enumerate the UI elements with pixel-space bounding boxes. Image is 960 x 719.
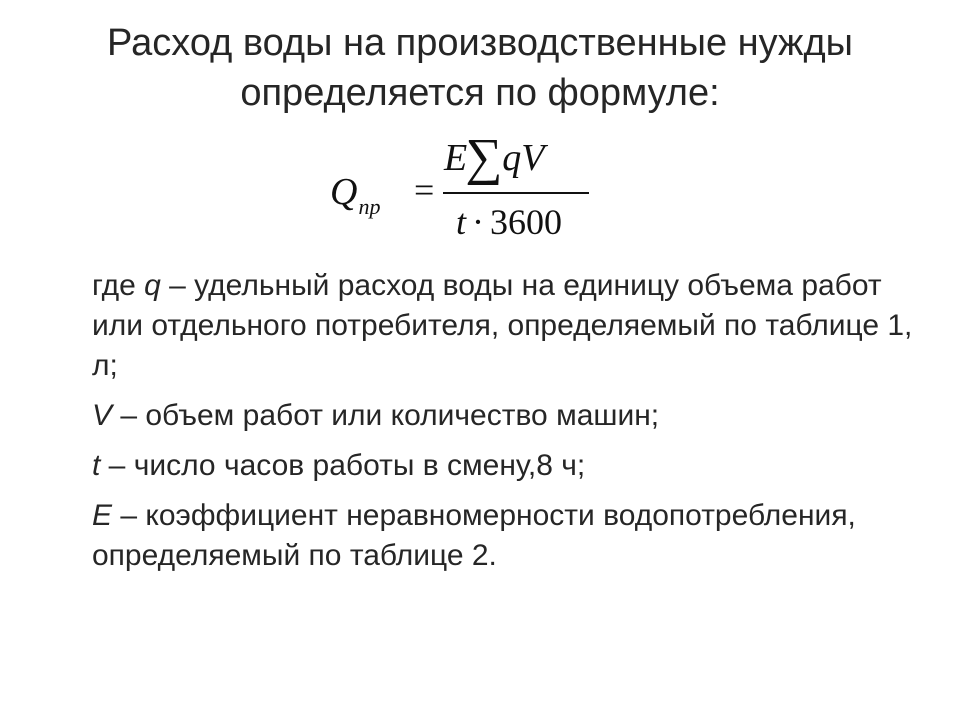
definition-item (92, 446, 922, 486)
formula (330, 130, 610, 250)
definition-symbol: V (92, 399, 113, 432)
denominator-number: 3600 (490, 202, 563, 242)
formula-numerator (444, 129, 545, 186)
numerator-e: E (444, 137, 468, 179)
definition-prefix: где (92, 269, 145, 302)
definition-symbol: E (92, 499, 113, 532)
denominator-t: t (456, 202, 467, 242)
slide-title (40, 18, 920, 118)
title-line-1: Расход воды на производственные нужды (107, 22, 853, 64)
definition-text: – удельный расход воды на единицу объема работ или отдельного потребителя, определяемый по таблице 1, л; (92, 269, 913, 382)
definition-item (92, 496, 922, 576)
definition-text: – объем работ или количество машин; (112, 399, 660, 432)
definitions-list (92, 266, 922, 586)
numerator-qv: qV (502, 137, 545, 179)
formula-lhs-symbol: Q (330, 171, 358, 213)
definition-symbol: q (144, 269, 161, 302)
fraction-bar (443, 192, 589, 194)
formula-equals: = (414, 170, 435, 210)
definition-item (92, 396, 922, 436)
title-line-2: определяется по формуле: (240, 72, 720, 114)
definition-item (92, 266, 922, 386)
sum-symbol: ∑ (465, 129, 503, 186)
formula-lhs (330, 172, 379, 217)
definition-text: – коэффициент неравномерности водопотребления, определяемый по таблице 2. (92, 499, 856, 572)
formula-lhs-subscript: пр (358, 194, 381, 219)
definition-text: – число часов работы в смену,8 ч; (100, 449, 586, 482)
multiply-dot: · (472, 202, 485, 242)
formula-denominator (456, 200, 562, 244)
definition-symbol: t (92, 449, 101, 482)
